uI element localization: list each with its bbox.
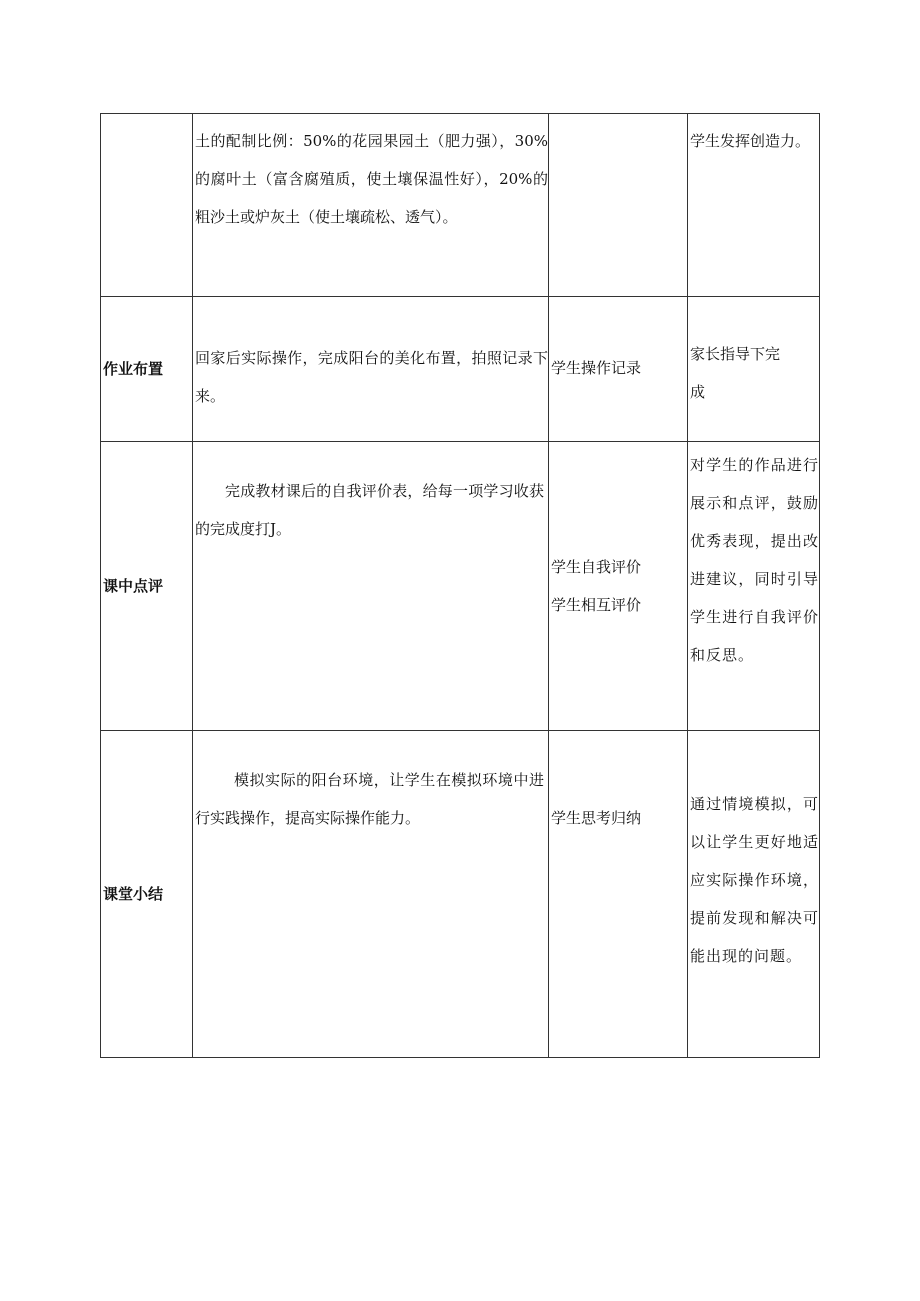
table-row: [101, 731, 820, 1058]
method-cell: [549, 114, 688, 297]
method-line: 学生自我评价: [551, 558, 642, 576]
method-cell: [549, 297, 688, 442]
method-cell: [549, 442, 688, 731]
content-text: 模拟实际的阳台环境，让学生在模拟环境中进行实践操作，提高实际操作能力。: [195, 771, 544, 827]
lesson-plan-table: [100, 113, 820, 1058]
table-row: [101, 114, 820, 297]
note-text: 通过情境模拟，可以让学生更好地适应实际操作环境，提前发现和解决可能出现的问题。: [690, 795, 819, 965]
content-text: 回家后实际操作，完成阳台的美化布置，拍照记录下来。: [195, 349, 548, 405]
note-line: 成: [690, 383, 706, 401]
note-cell: [688, 442, 820, 731]
content-text: 完成教材课后的自我评价表，给每一项学习收获的完成度打J。: [195, 482, 544, 538]
table-row: [101, 297, 820, 442]
content-text: 土的配制比例：50%的花园果园土（肥力强），30%的腐叶土（富含腐殖质，使土壤保温性好），20%的粗沙土或炉灰土（使土壤疏松、透气）。: [195, 132, 548, 226]
content-cell: [193, 442, 549, 731]
table-row: [101, 442, 820, 731]
content-cell: [193, 297, 549, 442]
note-cell: [688, 114, 820, 297]
method-cell: [549, 731, 688, 1058]
row-label: [101, 114, 193, 297]
note-text: [688, 297, 819, 411]
row-label: 课堂小结: [101, 731, 193, 1058]
method-text: [549, 442, 687, 624]
content-cell: [193, 114, 549, 297]
method-text: 学生操作记录: [551, 359, 642, 377]
note-text: 对学生的作品进行展示和点评，鼓励优秀表现，提出改进建议，同时引导学生进行自我评价和反思。: [690, 456, 819, 664]
row-label: 作业布置: [101, 297, 193, 442]
row-label: 课中点评: [101, 442, 193, 731]
note-cell: [688, 297, 820, 442]
note-line: 家长指导下完: [690, 345, 781, 363]
content-cell: [193, 731, 549, 1058]
note-cell: [688, 731, 820, 1058]
method-line: 学生相互评价: [551, 596, 642, 614]
note-text: 学生发挥创造力。: [690, 132, 811, 150]
method-text: 学生思考归纳: [551, 809, 642, 827]
